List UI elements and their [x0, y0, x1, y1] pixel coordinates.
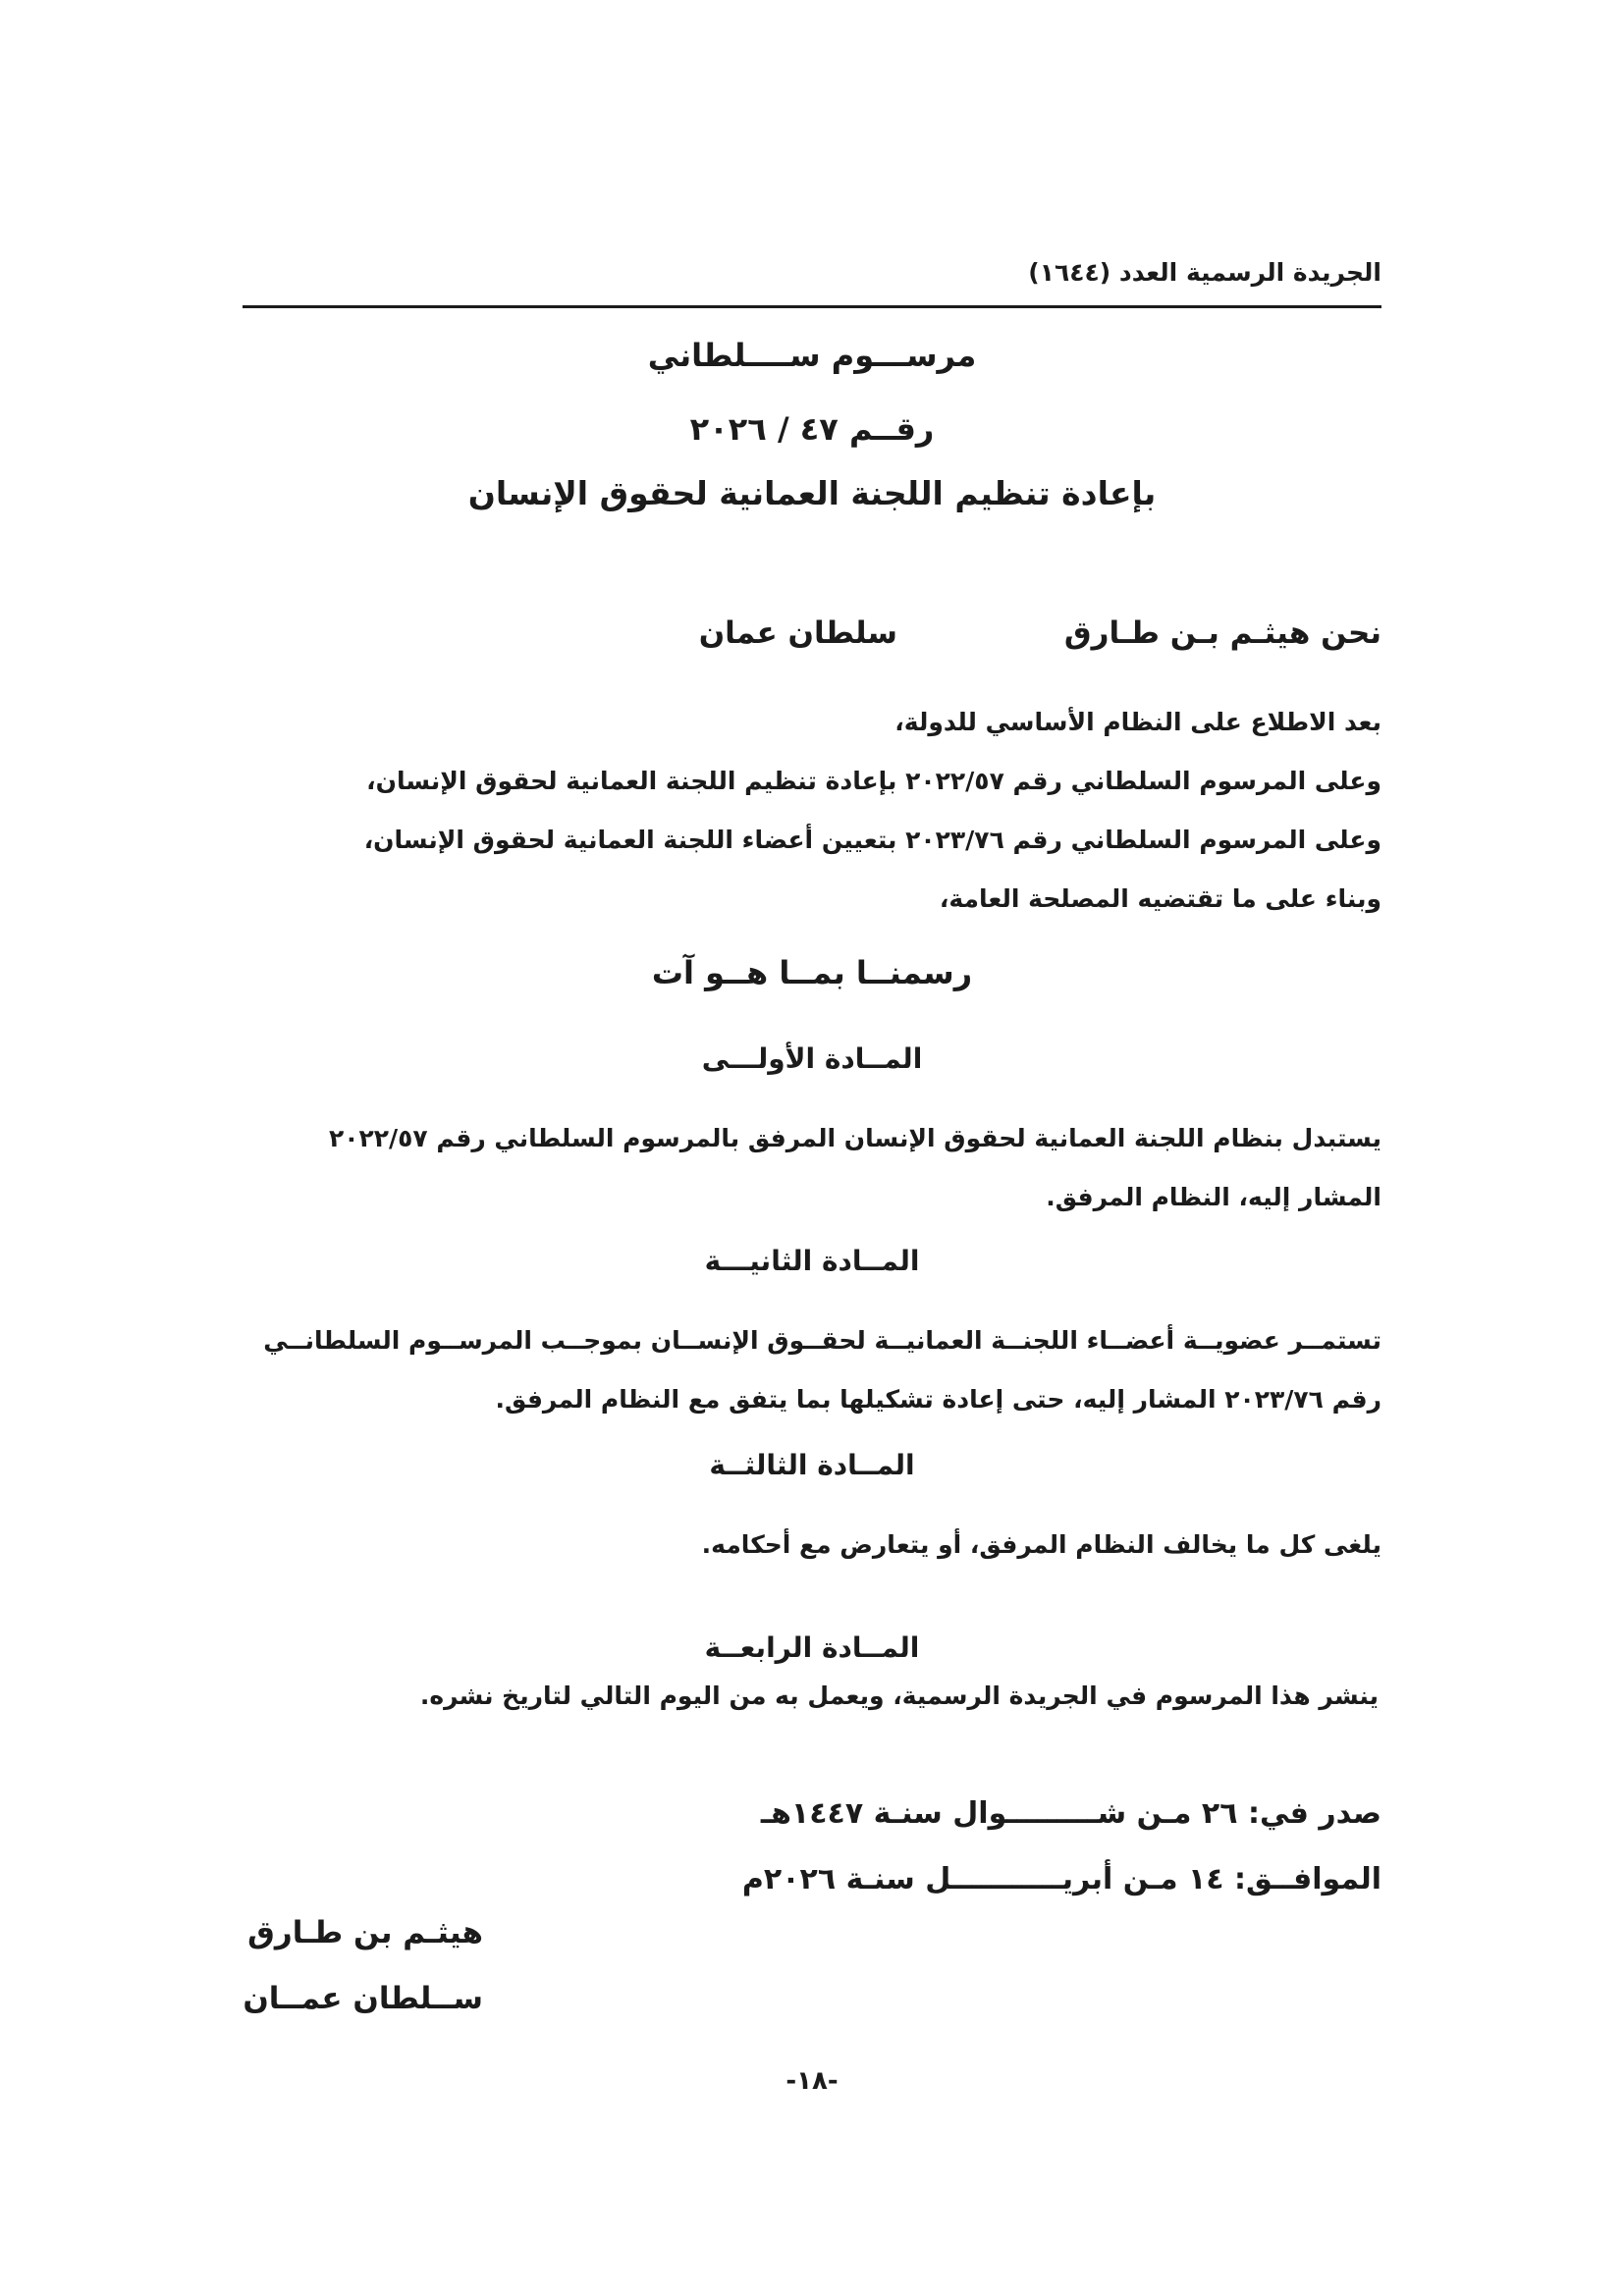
- preamble-line: بعد الاطلاع على النظام الأساسي للدولة،: [894, 708, 1381, 736]
- decree-subject: بإعادة تنظيم اللجنة العمانية لحقوق الإنسان: [467, 474, 1157, 512]
- article-1-text: [243, 1109, 1381, 1227]
- preamble-line: وعلى المرسوم السلطاني رقم ٢٠٢٣/٧٦ بتعيين أعضاء اللجنة العمانية لحقوق الإنسان،: [363, 826, 1381, 854]
- article-line: يستبدل بنظام اللجنة العمانية لحقوق الإنسان المرفق بالمرسوم السلطاني رقم ٢٠٢٢/٥٧: [328, 1124, 1381, 1152]
- page-number: -١٨-: [785, 2066, 839, 2096]
- article-line: المشار إليه، النظام المرفق.: [1046, 1183, 1381, 1211]
- decree-heading: رسمنــا بمــا هــو آت: [651, 954, 973, 991]
- issue-date: [742, 1781, 1381, 1912]
- article-2-text: [243, 1311, 1381, 1429]
- article-line: رقم ٢٠٢٣/٧٦ المشار إليه، حتى إعادة تشكيلها بما يتفق مع النظام المرفق.: [495, 1385, 1381, 1414]
- signatory-title: ســلطان عمــان: [243, 1981, 483, 2016]
- decree-type-title: مرســـوم ســــلطاني: [647, 337, 977, 374]
- article-line: يلغى كل ما يخالف النظام المرفق، أو يتعارض مع أحكامه.: [701, 1530, 1381, 1559]
- header-divider: [243, 305, 1381, 308]
- signature-block: [243, 1900, 483, 2032]
- article-3-text: [243, 1516, 1381, 1575]
- decree-number: رقــم ٤٧ / ٢٠٢٦: [689, 410, 935, 448]
- issue-date-gregorian: الموافــق: ١٤ مـن أبريـــــــــــل سنـة ٢٠٢٦م: [741, 1862, 1381, 1896]
- article-2-heading: المــادة الثانيـــة: [704, 1245, 920, 1277]
- article-line: ينشر هذا المرسوم في الجريدة الرسمية، ويعمل به من اليوم التالي لتاريخ نشره.: [419, 1682, 1379, 1710]
- article-4-heading: المــادة الرابعــة: [704, 1631, 920, 1664]
- preamble: [243, 693, 1381, 929]
- preamble-line: وبناء على ما تقتضيه المصلحة العامة،: [939, 884, 1381, 913]
- article-3-heading: المــادة الثالثــة: [709, 1449, 915, 1481]
- signatory-name: هيثـم بن طـارق: [247, 1915, 483, 1950]
- issue-date-hijri: صدر في: ٢٦ مـن شـــــــــوال سنـة ١٤٤٧هـ: [760, 1796, 1381, 1831]
- issuer-title: سلطان عمان: [698, 615, 897, 651]
- article-line: تستمــر عضويــة أعضــاء اللجنــة العمانيــة لحقــوق الإنســان بموجــب المرســوم السلطانــي: [263, 1326, 1381, 1355]
- preamble-line: وعلى المرسوم السلطاني رقم ٢٠٢٢/٥٧ بإعادة تنظيم اللجنة العمانية لحقوق الإنسان،: [366, 767, 1381, 795]
- running-header: الجريدة الرسمية العدد (١٦٤٤): [1028, 258, 1381, 287]
- article-4-text: [243, 1667, 1379, 1726]
- issuer-name: نحن هيثـم بـن طـارق: [1063, 615, 1381, 651]
- article-1-heading: المــادة الأولـــى: [701, 1042, 923, 1075]
